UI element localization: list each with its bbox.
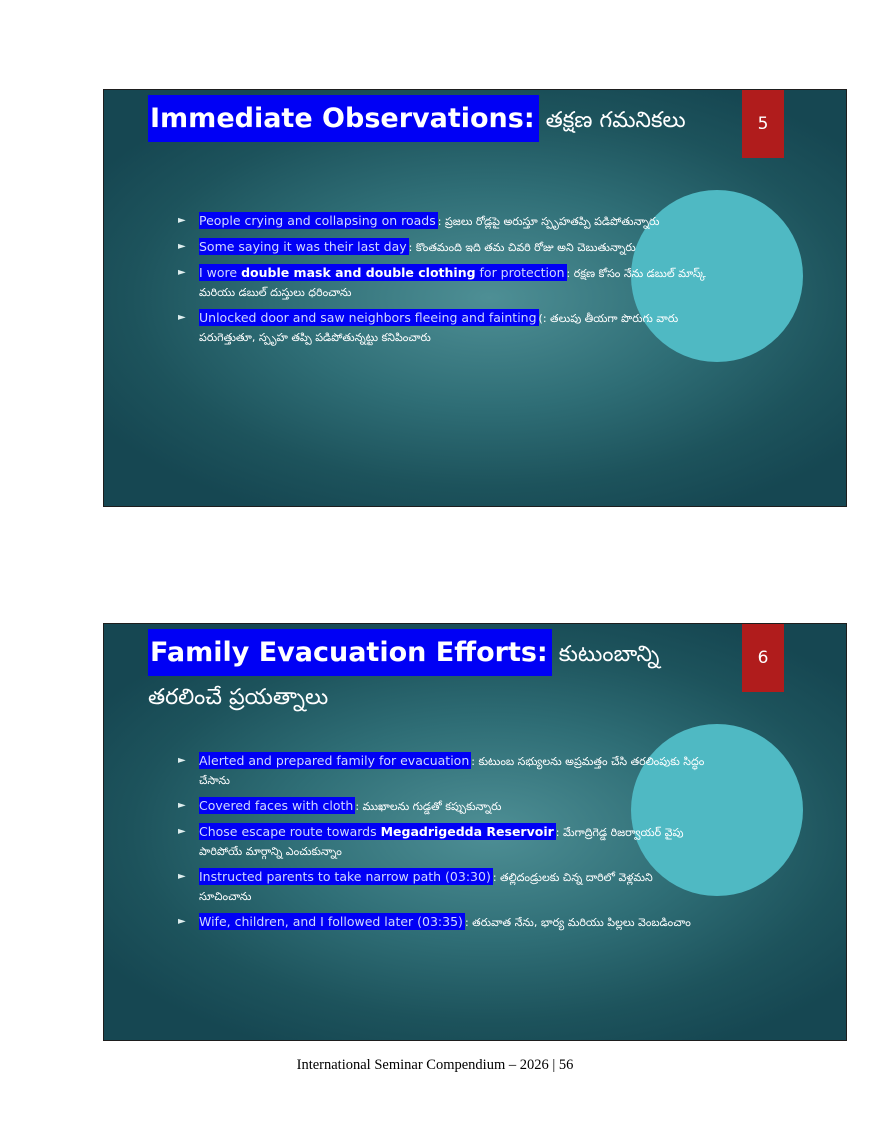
- bullet-telugu: : కుటుంబ సభ్యులను అప్రమత్తం చేసి తరలింపుకు సిద్ధం చేసాను: [199, 755, 705, 787]
- bullet-highlight: Wife, children, and I followed later (03:35): [199, 914, 463, 929]
- list-item: [178, 264, 708, 302]
- bullet-arrow-icon: ►: [178, 826, 186, 837]
- bullet-highlight: Covered faces with cloth: [199, 798, 354, 813]
- bullet-telugu: : తల్లిదండ్రులకు చిన్న దారిలో వెళ్లమని సూచించాను: [199, 871, 653, 903]
- bullet-arrow-icon: ►: [178, 871, 186, 882]
- bullet-list: [178, 212, 708, 354]
- slide-number: 5: [742, 90, 784, 158]
- slide-5: [103, 89, 847, 507]
- bullet-arrow-icon: ►: [178, 312, 186, 323]
- bullet-highlight: Chose escape route towards Megadrigedda Reservoir: [199, 824, 554, 839]
- slide-title: [148, 98, 708, 141]
- list-item: [178, 238, 708, 257]
- slide-number: 6: [742, 624, 784, 692]
- bullet-arrow-icon: ►: [178, 916, 186, 927]
- list-item: [178, 868, 708, 906]
- bullet-telugu: : కొంతమంది ఇది తమ చివరి రోజు అని చెబుతున్నారు: [408, 241, 636, 254]
- list-item: [178, 797, 708, 816]
- list-item: [178, 752, 708, 790]
- slide-6: [103, 623, 847, 1041]
- bullet-highlight: Instructed parents to take narrow path (03:30): [199, 869, 491, 884]
- bullet-telugu: : ప్రజలు రోడ్లపై అరుస్తూ స్పృహతప్పి పడిపోతున్నారు: [437, 215, 660, 228]
- list-item: [178, 212, 708, 231]
- list-item: [178, 309, 708, 347]
- slide-title-english: Immediate Observations:: [148, 95, 539, 142]
- slide-title-telugu: కుటుంబాన్ని తరలించే ప్రయత్నాలు: [148, 642, 660, 710]
- page-footer: International Seminar Compendium – 2026 | 56: [296, 1057, 574, 1073]
- list-item: [178, 913, 708, 932]
- bullet-highlight: People crying and collapsing on roads: [199, 213, 436, 228]
- bullet-arrow-icon: ►: [178, 755, 186, 766]
- bullet-highlight: Alerted and prepared family for evacuation: [199, 753, 470, 768]
- list-item: [178, 823, 708, 861]
- bullet-arrow-icon: ►: [178, 800, 186, 811]
- bullet-highlight: Unlocked door and saw neighbors fleeing and fainting: [199, 310, 537, 325]
- bullet-telugu: : తరువాత నేను, భార్య మరియు పిల్లలు వెంబడించాం: [464, 916, 691, 929]
- bullet-highlight: Some saying it was their last day: [199, 239, 407, 254]
- slide-title: [148, 632, 708, 718]
- slide-title-english: Family Evacuation Efforts:: [148, 629, 552, 676]
- bullet-arrow-icon: ►: [178, 215, 186, 226]
- bullet-arrow-icon: ►: [178, 267, 186, 278]
- bullet-telugu: : ముఖాలను గుడ్డతో కప్పుకున్నారు: [355, 800, 502, 813]
- bullet-list: [178, 752, 708, 939]
- bullet-highlight: I wore double mask and double clothing for protection: [199, 265, 565, 280]
- bullet-telugu: : మేగాద్రిగెడ్డ రిజర్వాయర్ వైపు పారిపోయే మార్గాన్ని ఎంచుకున్నాం: [199, 826, 684, 858]
- slide-title-telugu: తక్షణ గమనికలు: [538, 108, 686, 133]
- bullet-telugu: (: తలుపు తీయగా పొరుగు వారు పరుగెత్తుతూ, స్పృహ తప్పి పడిపోతున్నట్టు కనిపించారు: [199, 312, 679, 344]
- bullet-arrow-icon: ►: [178, 241, 186, 252]
- bullet-telugu: : రక్షణ కోసం నేను డబుల్ మాస్క్ మరియు డబుల్ దుస్తులు ధరించాను: [199, 267, 706, 299]
